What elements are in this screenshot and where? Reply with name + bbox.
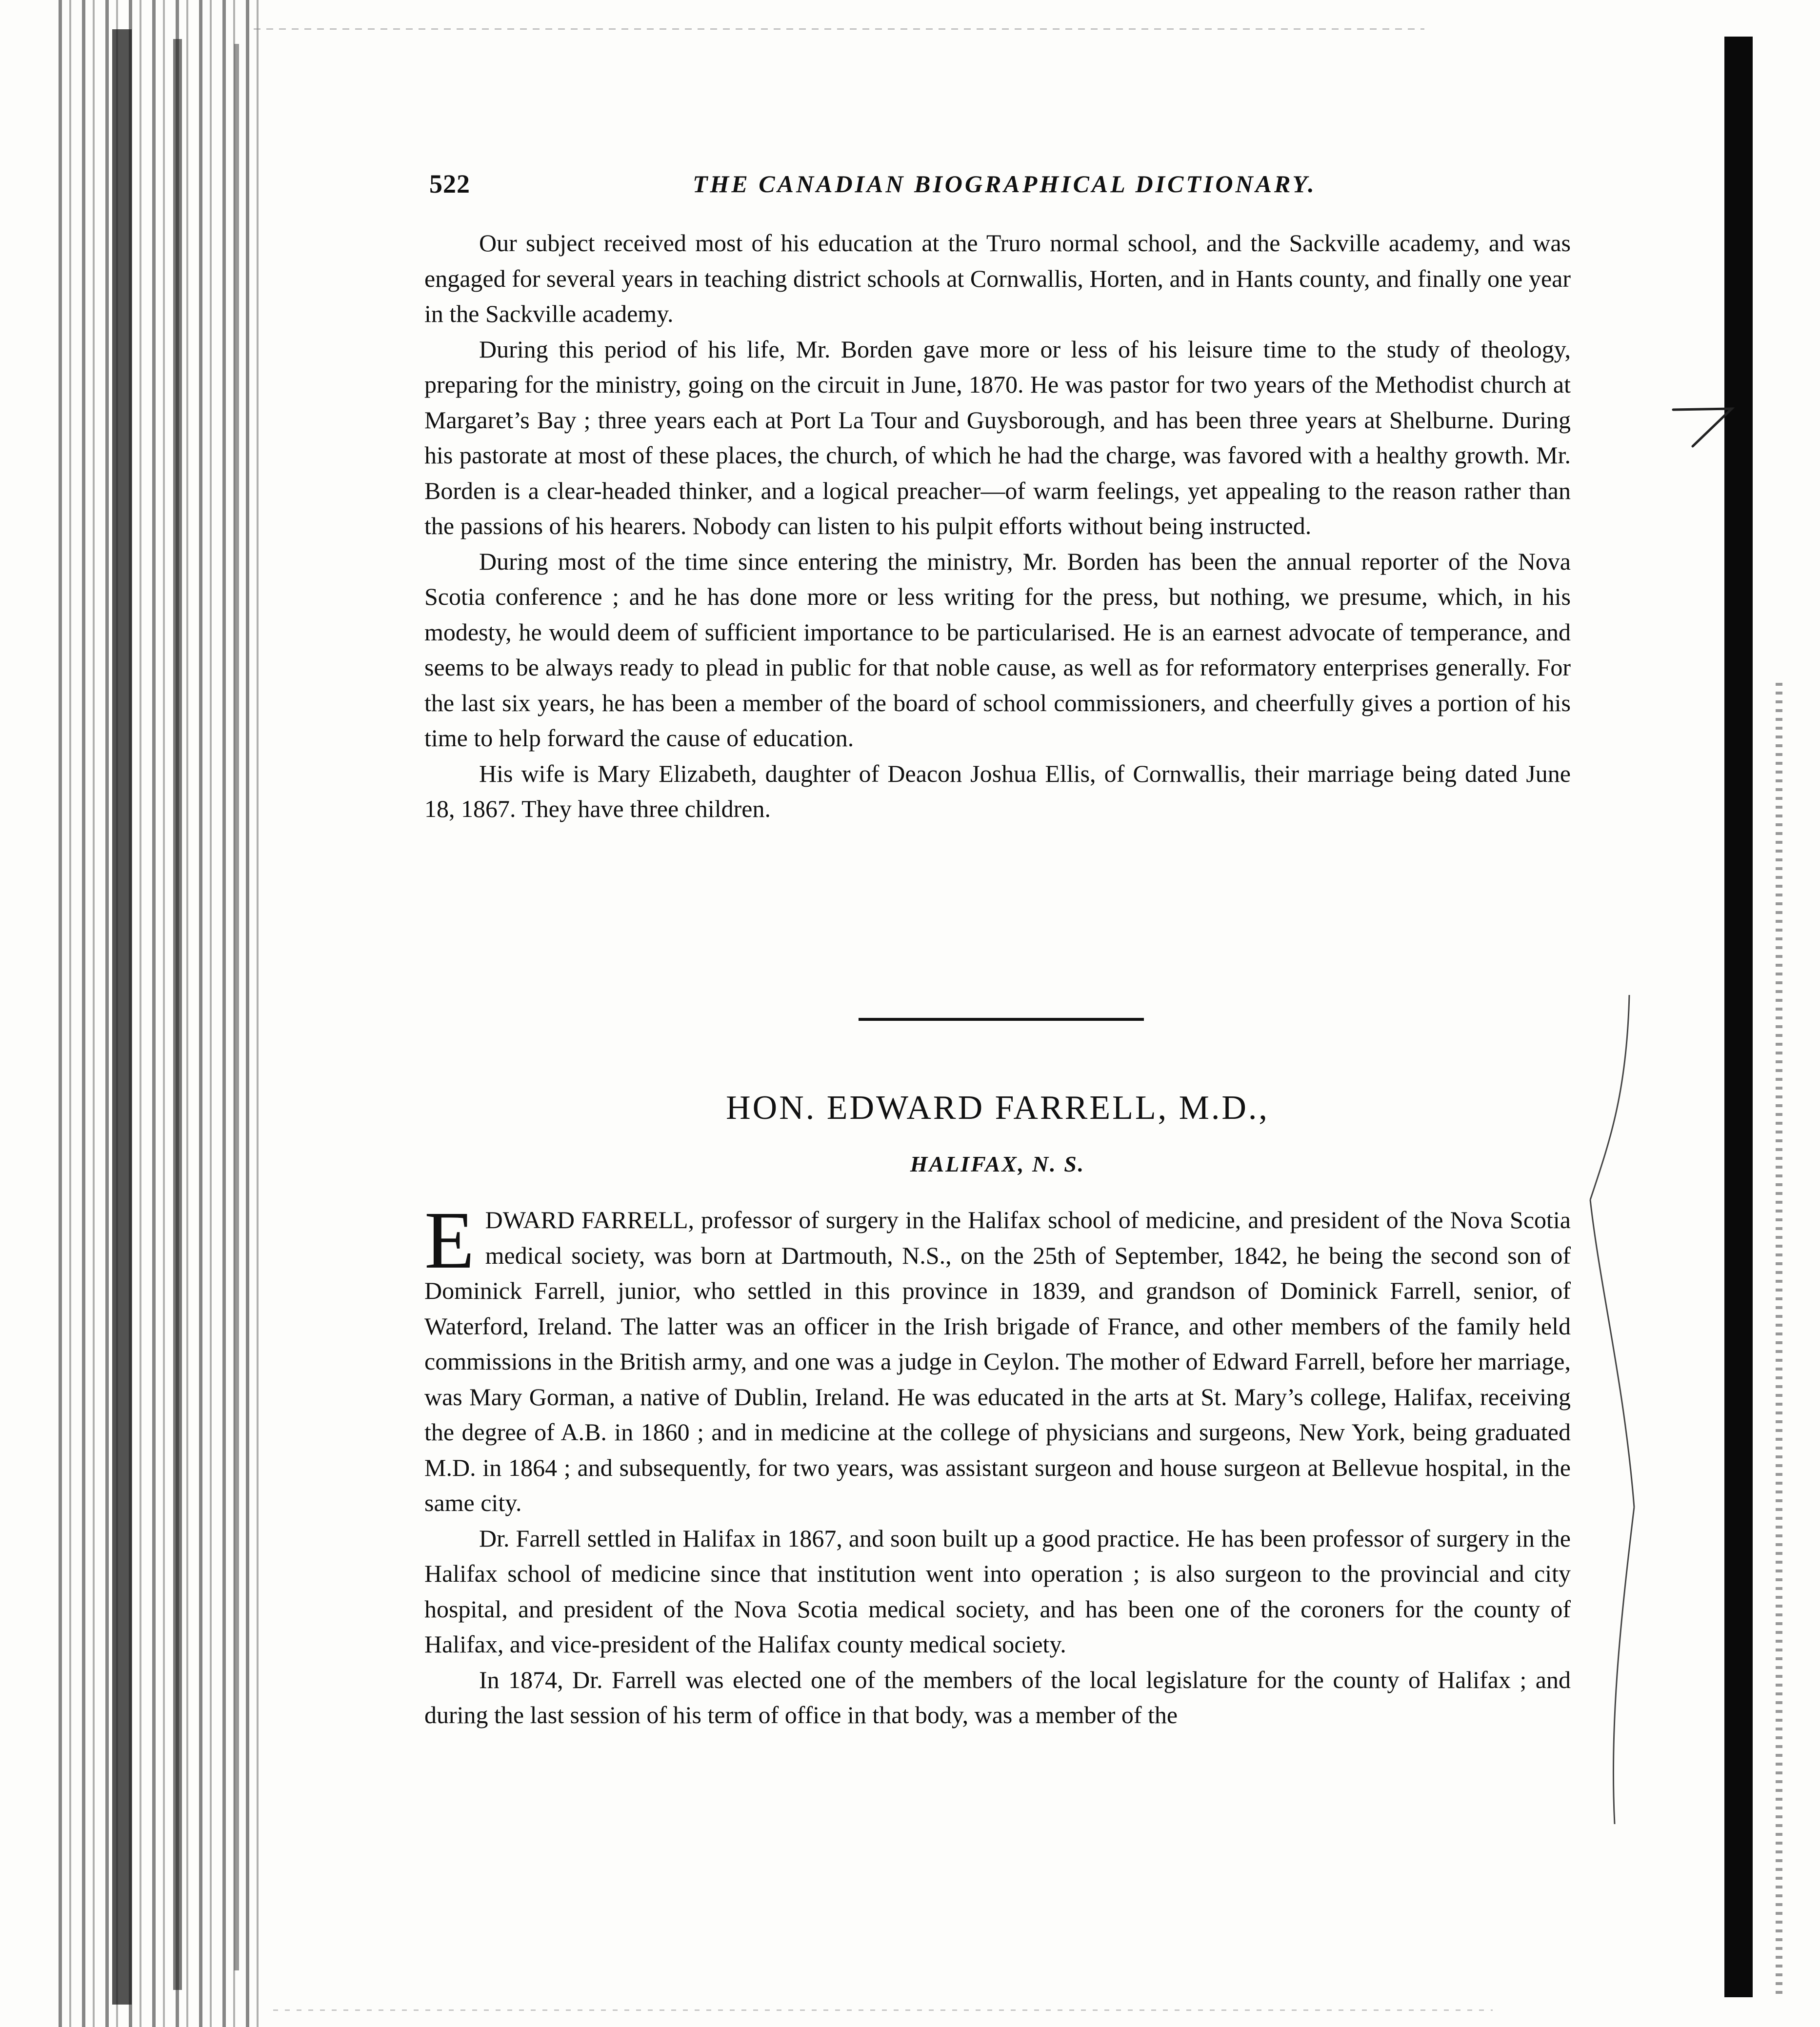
entry-location: HALIFAX, N. S.: [910, 1152, 1085, 1176]
running-head: [429, 169, 1571, 203]
paragraph: In 1874, Dr. Farrell was elected one of the members of the local legislature for the county of Halifax ; and during the last session of his term of office in that body, was a member of the: [424, 1666, 1571, 1729]
entry-text: [424, 1195, 1571, 1733]
scan-binding-stripe: [234, 44, 239, 1970]
drop-cap: E: [424, 1195, 475, 1286]
paragraph: [424, 1195, 1571, 1521]
paragraph: During this period of his life, Mr. Borden gave more or less of his leisure time to the study of theology, preparing for the ministry, going on the circuit in June, 1870. He was pastor for two years of the Methodist church at Margaret’s Bay ; three years each at Port La Tour and Guysborough, and has been three years at Shelburne. During his pastorate at most of these places, the church, of which he had the charge, was favored with a healthy growth. Mr. Borden is a clear-headed thinker, and a logical preacher—of warm feelings, yet appealing to the reason rather than the passions of his hearers. Nobody can listen to his pulpit efforts without being instructed.: [424, 335, 1571, 539]
running-title: THE CANADIAN BIOGRAPHICAL DICTIONARY.: [693, 170, 1317, 198]
margin-pencil-line: [1580, 995, 1639, 1824]
paragraph: Dr. Farrell settled in Halifax in 1867, and soon built up a good practice. He has been professor of surgery in the Halifax school of medicine since that institution went into operation ; is also surgeon to the provincial and city hospital, and president of the Nova Scotia medical society, and has been one of the coroners for the county of Halifax, and vice-president of the Halifax county medical society.: [424, 1524, 1571, 1658]
scan-right-edge-noise: [1776, 683, 1782, 2000]
margin-pencil-mark: [1663, 400, 1741, 454]
entry-separator-rule: [859, 1018, 1144, 1021]
paragraph-text: DWARD FARRELL, professor of surgery in the Halifax school of medicine, and president of the Nova Scotia medical society, was born at Dartmouth, N.S., on the 25th of September, 1842, he being the second son of Dominick Farrell, junior, who settled in this province in 1839, and grandson of Dominick Farrell, senior, of Waterford, Ireland. The latter was an officer in the Irish brigade of France, and other members of the family held commissions in the British army, and one was a judge in Ceylon. The mother of Edward Farrell, before her marriage, was Mary Gorman, a native of Dublin, Ireland. He was educated in the arts at St. Mary’s college, Halifax, receiving the degree of A.B. in 1860 ; and in medicine at the college of physicians and surgeons, New York, being graduated M.D. in 1864 ; and subsequently, for two years, was assistant surgeon and house surgeon at Bellevue hospital, in the same city.: [424, 1206, 1571, 1516]
scan-bottom-edge: [273, 2009, 1493, 2011]
scan-binding-shadow: [59, 0, 263, 2027]
scan-right-edge-bar: [1724, 37, 1753, 1997]
entry-title: HON. EDWARD FARRELL, M.D.,: [726, 1089, 1269, 1127]
paragraph: Our subject received most of his education at the Truro normal school, and the Sackville academy, and was engaged for several years in teaching district schools at Cornwallis, Horten, and in Hants county, and finally one year in the Sackville academy.: [424, 229, 1571, 327]
scan-binding-stripe: [173, 39, 182, 1990]
page-number: 522: [429, 169, 470, 199]
paragraph: During most of the time since entering the ministry, Mr. Borden has been the annual reporter of the Nova Scotia conference ; and he has done more or less writing for the press, but nothing, we presume, which, in his modesty, he would deem of sufficient importance to be particularised. He is an earnest advocate of temperance, and seems to be always ready to plead in public for that noble cause, as well as for reformatory enterprises generally. For the last six years, he has been a member of the board of school commissioners, and cheerfully gives a portion of his time to help forward the cause of education.: [424, 547, 1571, 752]
scan-top-edge: [254, 28, 1424, 30]
previous-entry-text: [424, 225, 1571, 827]
scan-binding-stripe: [112, 29, 132, 2005]
paragraph: His wife is Mary Elizabeth, daughter of Deacon Joshua Ellis, of Cornwallis, their marriage being dated June 18, 1867. They have three children.: [424, 759, 1571, 822]
